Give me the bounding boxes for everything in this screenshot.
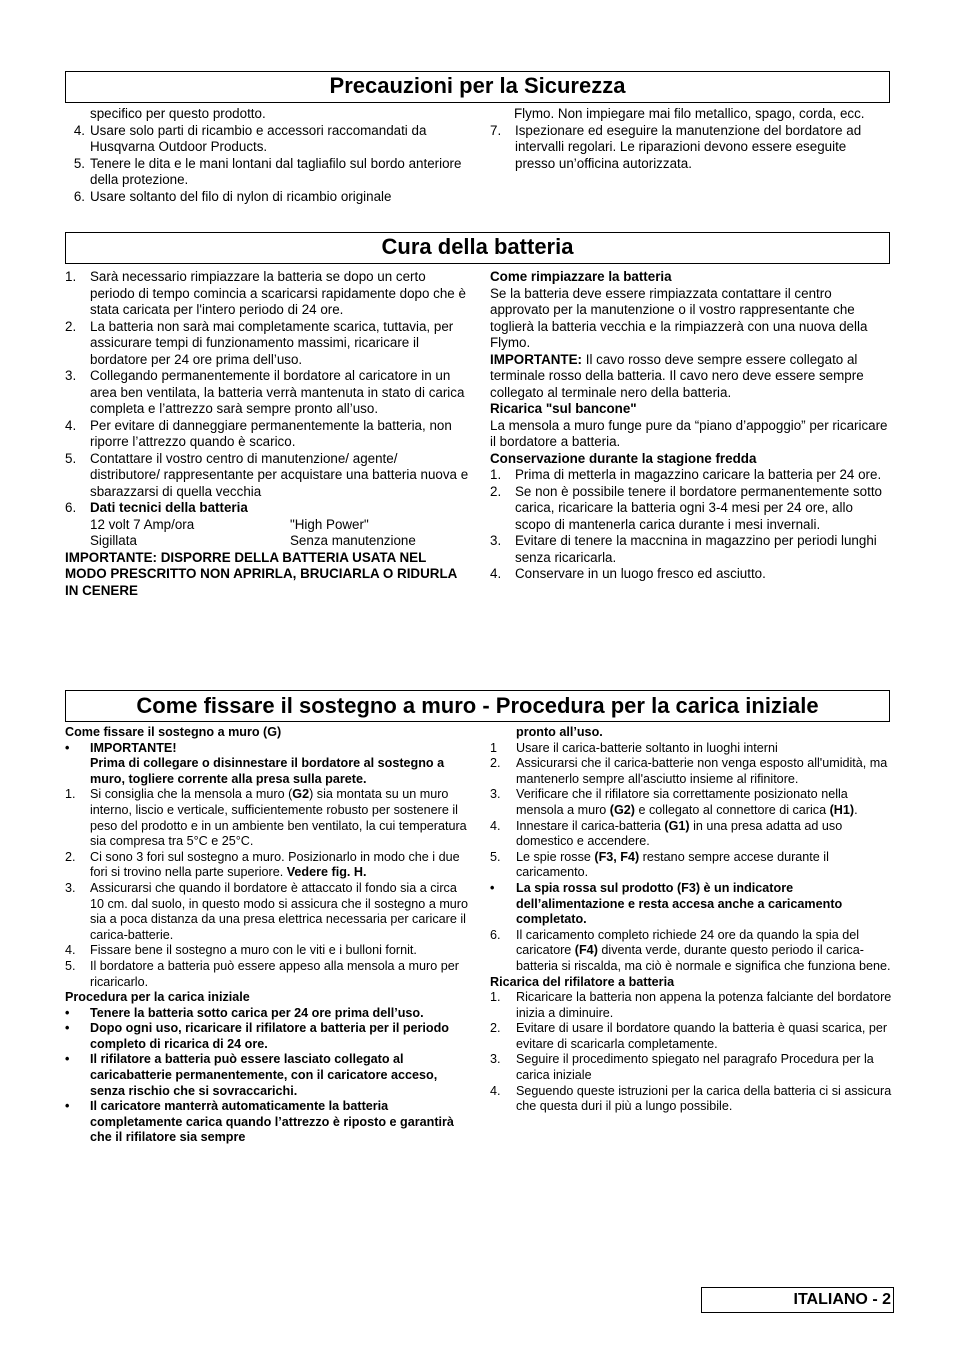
- list-text: restano sempre accese durante il caricamento.: [516, 849, 829, 880]
- list-item: [490, 484, 890, 534]
- subheading: Ricarica "sul bancone": [490, 401, 637, 416]
- list-number: 2.: [65, 318, 77, 334]
- list-item: [65, 500, 470, 550]
- subheading: Ricarica del rifilatore a batteria: [490, 974, 675, 989]
- list-text: Ispezionare ed eseguire la manutenzione del bordatore ad intervalli regolari. Le riparazioni devono essere eseguite presso un’officina autorizzata.: [515, 122, 862, 171]
- list-number: 1: [490, 740, 498, 755]
- bullet-text: Dopo ogni uso, ricaricare il rifilatore a batteria per il periodo completo di ricarica di 24 ore.: [90, 1021, 450, 1051]
- list-item: [490, 787, 892, 818]
- ref-code: G2: [292, 787, 310, 802]
- list-item: [490, 533, 890, 566]
- list-number: 4.: [490, 1083, 501, 1098]
- list-item: [490, 819, 892, 850]
- bullet-item: [65, 1021, 470, 1052]
- wallmount-right-column: [490, 725, 892, 1115]
- list-text: Usare solo parti di ricambio e accessori raccomandati da Husqvarna Outdoor Products.: [90, 122, 427, 154]
- list-number: 2.: [65, 849, 76, 864]
- list-item: [490, 1052, 892, 1083]
- list-number: 7.: [490, 122, 502, 138]
- list-text: Tenere le dita e le mani lontani dal tagliafilo sul bordo anteriore della protezione.: [90, 155, 462, 187]
- paragraph: Flymo. Non impiegare mai filo metallico, spago, corda, ecc.: [514, 106, 865, 121]
- figure-ref: Vedere fig. H.: [286, 865, 367, 880]
- list-text: Evitare di tenere la maccnina in magazzino per periodi lunghi senza ricaricarla.: [515, 533, 877, 565]
- list-item: [65, 269, 470, 319]
- list-number: 4.: [65, 417, 77, 433]
- list-text: .: [854, 802, 858, 817]
- paragraph: specifico per questo prodotto.: [90, 106, 266, 121]
- bullet-glyph: •: [65, 740, 70, 755]
- list-number: 6.: [490, 927, 501, 942]
- ref-code: (H1): [829, 802, 855, 817]
- list-item: [65, 451, 470, 501]
- list-item: [65, 418, 470, 451]
- list-item: [65, 959, 470, 990]
- list-item: [65, 189, 470, 206]
- list-number: 5.: [65, 958, 76, 973]
- list-number: 3.: [490, 1052, 501, 1067]
- list-item: [65, 881, 470, 943]
- bullet-item: [65, 1006, 470, 1022]
- bullet-glyph: •: [65, 1005, 70, 1020]
- list-number: 3.: [65, 880, 76, 895]
- warning-text: IMPORTANTE: DISPORRE DELLA BATTERIA USATA NEL MODO PRESCRITTO NON APRIRLA, BRUCIARLA O RIDURLA IN CENERE: [65, 549, 457, 598]
- list-text: Usare soltanto del filo di nylon di ricambio originale: [90, 188, 392, 204]
- spec-row: [90, 517, 470, 534]
- section-title: Precauzioni per la Sicurezza: [329, 73, 626, 98]
- bullet-item: [65, 741, 470, 788]
- bullet-text: La spia rossa sul prodotto (F3) è un indicatore dell’alimentazione e resta accesa anche a caricamento completato.: [516, 880, 843, 927]
- subheading: Come fissare il sostegno a muro (G): [65, 725, 282, 739]
- important-label: IMPORTANTE:: [490, 351, 582, 367]
- spec-value: Senza manutenzione: [290, 533, 416, 548]
- spec-row: [90, 533, 470, 550]
- list-text: Sarà necessario rimpiazzare la batteria se dopo un certo periodo di tempo comincia a scaricarsi rapidamente dopo che è stata caricata per l'intero periodo di 24 ore.: [90, 269, 466, 317]
- list-number: 5.: [65, 450, 77, 466]
- list-number: 1.: [490, 990, 501, 1005]
- page-footer-label: ITALIANO - 2: [701, 1287, 894, 1313]
- spec-label: Sigillata: [90, 533, 137, 548]
- wallmount-left-column: [65, 725, 470, 1146]
- bullet-text: Il rifilatore a batteria può essere lasciato collegato al caricabatterie permanentemente, con il caricatore acceso, senza rischio che si sovraccarichi.: [90, 1052, 438, 1098]
- list-text: in una presa adatta ad uso domestico e accendere.: [516, 818, 843, 849]
- list-text: Prima di metterla in magazzino caricare la batteria per 24 ore.: [515, 467, 882, 482]
- important-text: Prima di collegare o disinnestare il bordatore al sostegno a muro, togliere corrente alla presa sulla parete.: [90, 756, 445, 786]
- ref-code: (G2): [609, 802, 635, 817]
- safety-right-column: [490, 106, 890, 172]
- list-number: 1.: [490, 467, 502, 482]
- ref-code: (F4): [574, 943, 598, 958]
- important-text: Il cavo rosso deve sempre essere collegato al terminale rosso della batteria. Il cavo nero deve essere sempre collegato al terminale nero della batteria.: [490, 351, 864, 400]
- list-text: Conservare in un luogo fresco ed asciutto.: [515, 566, 766, 581]
- paragraph: [490, 352, 890, 402]
- bullet-item: [65, 1052, 470, 1099]
- list-item: [65, 787, 470, 849]
- ref-code: (F3, F4): [594, 849, 640, 864]
- section-title: Cura della batteria: [381, 234, 574, 259]
- bullet-glyph: •: [65, 1021, 70, 1036]
- list-text: Collegando permanentemente il bordatore al caricatore in un area ben ventilata, la batteria verrà mantenuta in stato di carica completa e l’attrezzo sarà sempre pronto all’uso.: [90, 368, 465, 416]
- list-item: [65, 319, 470, 369]
- list-number: 1.: [65, 787, 76, 802]
- list-item: [490, 566, 890, 583]
- list-text: Innestare il carica-batteria: [516, 818, 665, 833]
- subheading: Conservazione durante la stagione fredda: [490, 450, 757, 466]
- battery-left-column: [65, 269, 470, 599]
- list-number: 3.: [490, 787, 501, 802]
- list-text: Si consiglia che la mensola a muro (: [90, 787, 293, 802]
- list-item: [490, 741, 892, 757]
- bullet-glyph: •: [490, 880, 495, 895]
- list-text: Evitare di usare il bordatore quando la batteria è quasi scarica, per evitare di scaricarla completamente.: [516, 1021, 888, 1051]
- bullet-glyph: •: [65, 1099, 70, 1114]
- list-text: Assicurarsi che il carica-batterie non venga esposto all'umidità, ma mantenerlo sempre all'asciutto insieme al rifinitore.: [516, 756, 888, 786]
- list-text: Se non è possibile tenere il bordatore permanentemente sotto carica, ricaricare la batteria ogni 3-4 mesi per 24 ore, allo scopo di mantenerla carica durante i mesi invernali.: [515, 483, 882, 532]
- list-item: [65, 943, 470, 959]
- list-text: Usare il carica-batterie soltanto in luoghi interni: [516, 740, 778, 755]
- bullet-item: [490, 881, 892, 928]
- important-label: IMPORTANTE!: [90, 740, 177, 755]
- list-text: diventa verde, durante questo periodo il carica-batteria si riscalda, ma ciò è normale e significa che funziona bene.: [516, 943, 891, 973]
- bullet-text: Il caricatore manterrà automaticamente la batteria completamente carica quando l’attrezzo è riposto e garantirà che il rifilatore sia sempre: [90, 1099, 454, 1145]
- bullet-item: [65, 1099, 470, 1146]
- list-number: 2.: [490, 483, 502, 499]
- paragraph: La mensola a muro funge pure da “piano d’appoggio” per ricaricare il bordatore a batteria.: [490, 417, 888, 449]
- list-item: [490, 123, 890, 173]
- list-item: [65, 156, 470, 189]
- battery-right-column: [490, 269, 890, 583]
- section-header-safety: [65, 71, 890, 103]
- list-item: [490, 1084, 892, 1115]
- list-item: [490, 756, 892, 787]
- list-text: ) sia montata su un muro interno, liscio e verticale, sufficientemente robusto per sostenere il peso del prodotto e in un ambiente ben ventilato, la cui temperatura sia compresa tra 5°C e 25°C.: [90, 787, 467, 849]
- list-item: [65, 368, 470, 418]
- list-text: Il caricamento completo richiede 24 ore da quando la spia del caricatore: [516, 927, 860, 958]
- list-item: [65, 123, 470, 156]
- section-header-wall-mount: [65, 690, 890, 722]
- list-text: Il bordatore a batteria può essere appeso alla mensola a muro per ricaricarlo.: [90, 958, 459, 989]
- list-number: 5.: [490, 849, 501, 864]
- list-text: Seguendo queste istruzioni per la carica della batteria ci si assicura che questa duri il più a lungo possibile.: [516, 1083, 892, 1114]
- list-number: 4.: [490, 818, 501, 833]
- list-item: [65, 850, 470, 881]
- list-text: Ci sono 3 fori sul sostegno a muro. Posizionarlo in modo che i due fori si trovino nella parte superiore.: [90, 849, 460, 880]
- list-text: e collegato al connettore di carica: [634, 802, 830, 817]
- list-text: Per evitare di danneggiare permanentemente la batteria, non riporre l’attrezzo quando è scarico.: [90, 417, 452, 449]
- list-text: La batteria non sarà mai completamente scarica, tuttavia, per assicurare tempi di funzionamento massimi, ricaricare il bordatore per 24 ore prima dell’uso.: [90, 318, 454, 367]
- list-item: [490, 990, 892, 1021]
- list-number: 3.: [490, 533, 502, 548]
- list-text: Contattare il vostro centro di manutenzione/ agente/ distributore/ rappresentante per acquistare una batteria nuova e sbarazzarsi di quella vecchia: [90, 450, 469, 499]
- bullet-text: Tenere la batteria sotto carica per 24 ore prima dell’uso.: [90, 1005, 424, 1020]
- paragraph: pronto all’uso.: [516, 725, 603, 739]
- subheading: Procedura per la carica iniziale: [65, 990, 250, 1005]
- paragraph: Se la batteria deve essere rimpiazzata contattare il centro approvato per la manutenzione o il vostro rappresentante che toglierà la batteria vecchia e la rimpiazzerà con una nuova della Flymo.: [490, 285, 868, 350]
- list-item: [490, 1021, 892, 1052]
- list-text: Assicurarsi che quando il bordatore è attaccato il fondo sia a circa 10 cm. dal suolo, in questo modo si assicura che il sostegno a muro sia a poca distanza da una presa elettrica necessaria per caricare il carica-batterie.: [90, 880, 469, 942]
- subheading: Come rimpiazzare la batteria: [490, 269, 672, 284]
- list-item: [490, 928, 892, 975]
- section-title: Come fissare il sostegno a muro - Procedura per la carica iniziale: [136, 693, 819, 718]
- list-number: 6.: [65, 500, 77, 515]
- list-number: 3.: [65, 368, 77, 383]
- list-text: Ricaricare la batteria non appena la potenza falciante del bordatore inizia a diminuire.: [516, 990, 892, 1020]
- list-text: Fissare bene il sostegno a muro con le viti e i bulloni fornit.: [90, 943, 417, 958]
- list-text: Seguire il procedimento spiegato nel paragrafo Procedura per la carica iniziale: [516, 1052, 874, 1083]
- list-text: Dati tecnici della batteria: [90, 500, 248, 515]
- list-number: 2.: [490, 756, 501, 771]
- bullet-glyph: •: [65, 1052, 70, 1067]
- section-header-battery-care: [65, 232, 890, 264]
- list-number: 4.: [73, 122, 85, 138]
- list-number: 4.: [65, 943, 76, 958]
- ref-code: (G1): [664, 818, 690, 833]
- spec-value: "High Power": [290, 516, 369, 532]
- safety-left-column: [65, 106, 470, 205]
- list-number: 6.: [73, 188, 85, 204]
- list-number: 1.: [65, 269, 77, 284]
- list-number: 2.: [490, 1021, 501, 1036]
- list-text: Le spie rosse: [516, 849, 595, 864]
- list-item: [490, 467, 890, 484]
- list-text: Verificare che il rifilatore sia correttamente posizionato nella mensola a muro: [516, 787, 848, 817]
- list-number: 4.: [490, 566, 502, 581]
- list-number: 5.: [73, 155, 85, 171]
- spec-label: 12 volt 7 Amp/ora: [90, 516, 195, 532]
- list-item: [490, 850, 892, 881]
